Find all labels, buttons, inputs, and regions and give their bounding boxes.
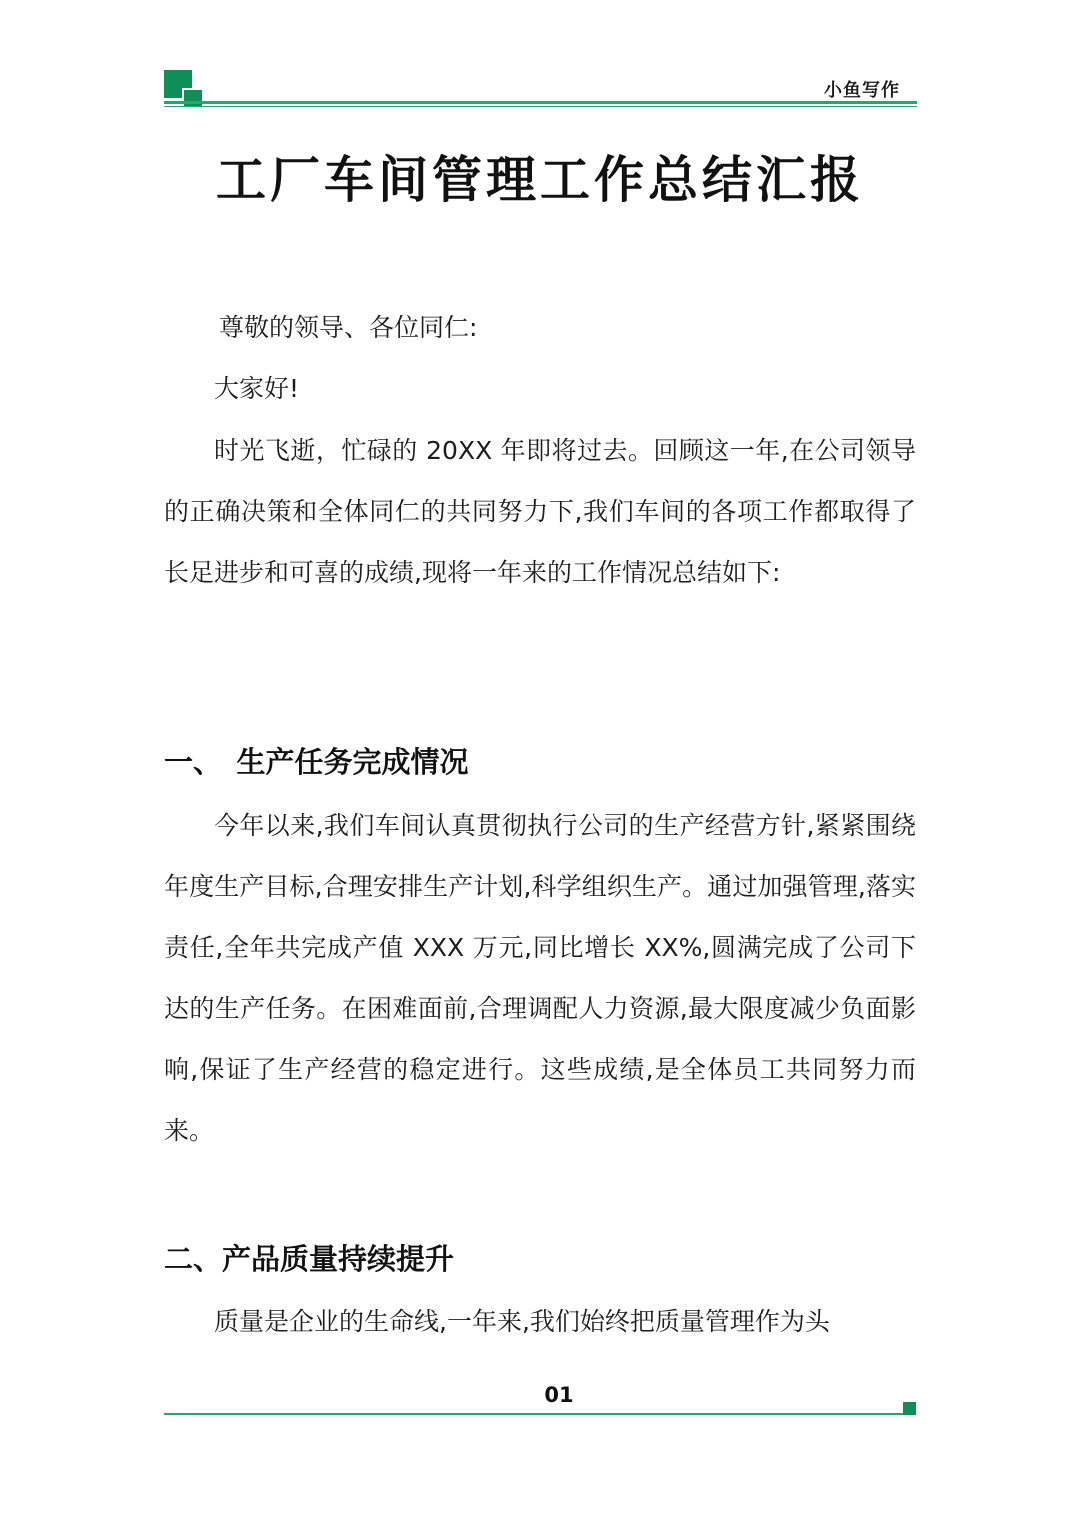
intro-paragraph: 时光飞逝，忙碌的 20XX 年即将过去。回顾这一年,在公司领导的正确决策和全体同仁的共同努力下,我们车间的各项工作都取得了长足进步和可喜的成绩,现将一年来的工作情况总结如下: — [164, 436, 916, 587]
section-heading-1: 一、 生产任务完成情况 — [164, 745, 469, 779]
footer-square-icon — [903, 1402, 916, 1415]
greeting — [164, 358, 916, 419]
salutation — [164, 297, 916, 358]
section-heading-2: 二、产品质量持续提升 — [164, 1242, 455, 1276]
document-title: 工厂车间管理工作总结汇报 — [216, 151, 864, 209]
brand-name: 小鱼写作 — [824, 80, 900, 101]
section-paragraph-2: 质量是企业的生命线,一年来,我们始终把质量管理作为头 — [214, 1307, 830, 1336]
footer-rule — [164, 1413, 906, 1415]
salutation-text: 尊敬的领导、各位同仁: — [219, 313, 478, 342]
header-rule-thin — [164, 106, 917, 107]
section-paragraph-1: 今年以来,我们车间认真贯彻执行公司的生产经营方针,紧紧围绕年度生产目标,合理安排生产计划,科学组织生产。通过加强管理,落实责任,全年共完成产值 XXX 万元,同比增长 XX%,圆满完成了公司下达的生产任务。在困难面前,合理调配人力资源,最大限度减少负面影响,保证了生产经营的稳定进行。这些成绩,是全体员工共同努力而来。 — [164, 811, 916, 1145]
greeting-text: 大家好! — [214, 374, 300, 403]
header-rule — [164, 101, 917, 104]
page-number: 01 — [544, 1383, 574, 1407]
